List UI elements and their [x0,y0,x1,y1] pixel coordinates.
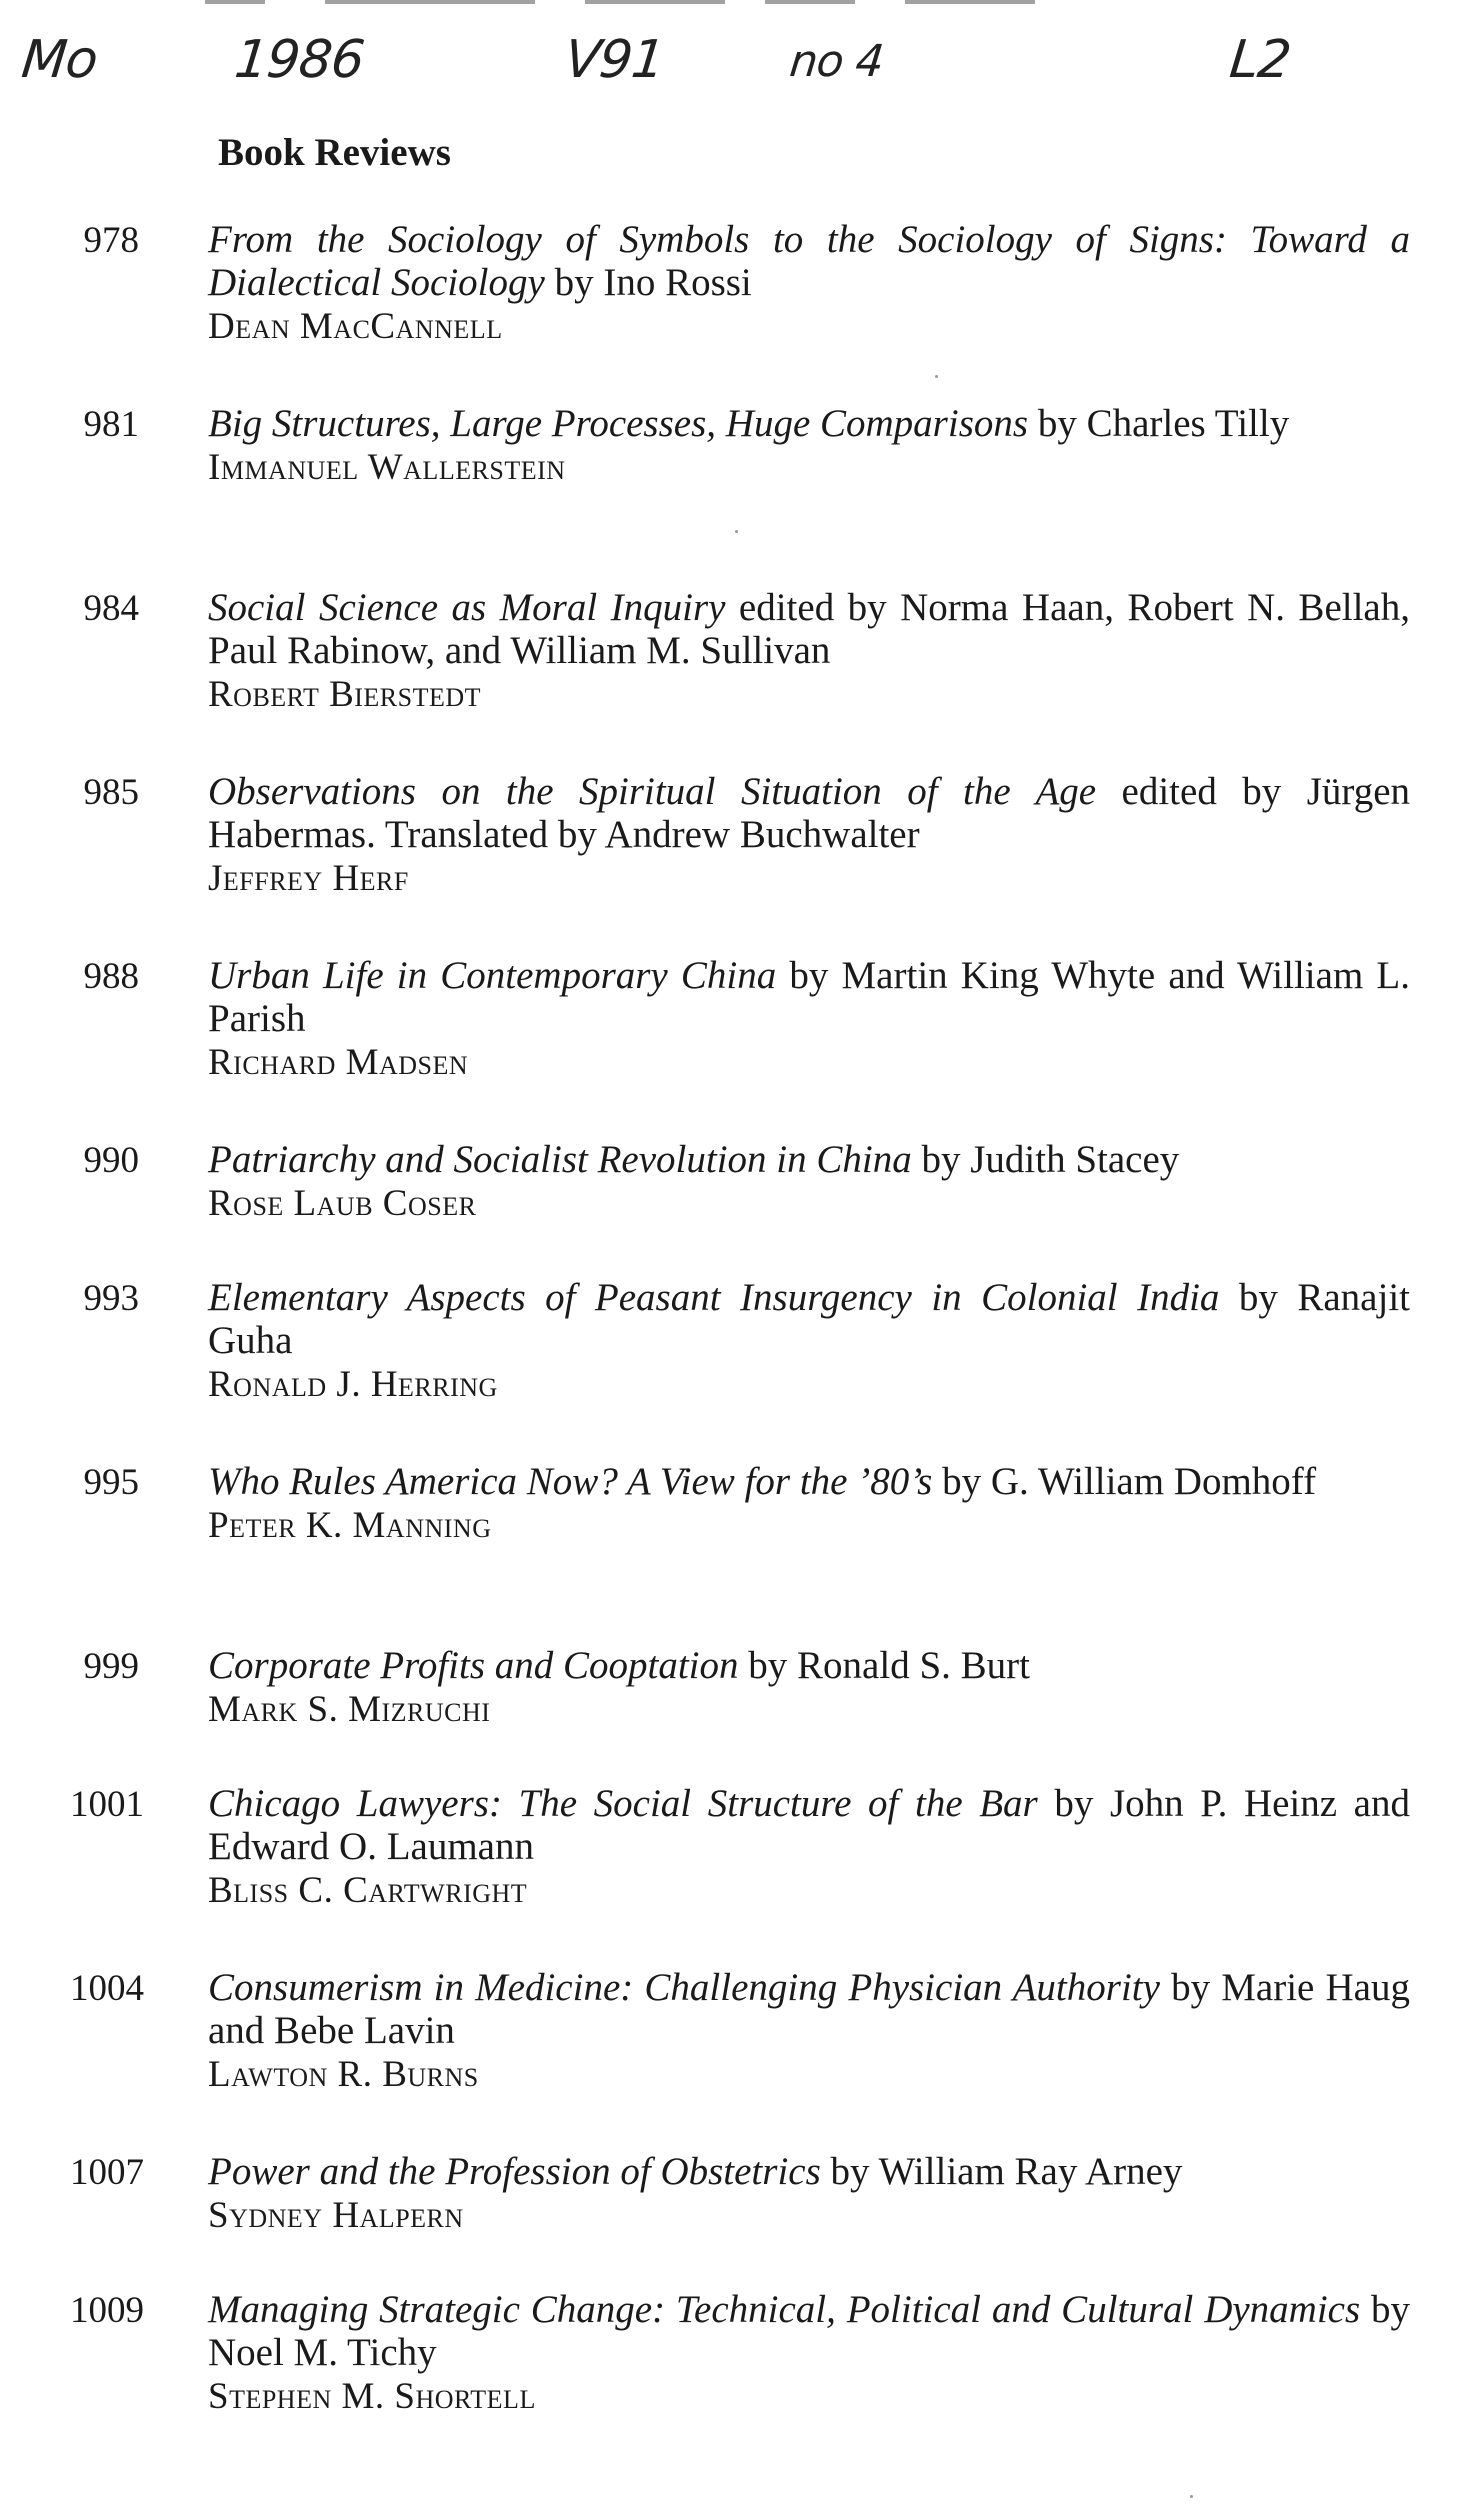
page-number: 984 [83,588,139,629]
review-body [208,1138,1410,1227]
reviewer-name: Mark S. Mizruchi [208,1689,491,1730]
review-body [208,402,1410,491]
review-entry [70,1966,1410,2150]
reviewer-name: Immanuel Wallerstein [208,447,566,488]
review-body [208,954,1410,1086]
book-title: Urban Life in Contemporary China [208,954,777,997]
handnote-part: Mo [18,30,100,90]
book-credit: edited by Norma Haan, Robert N. Bellah, Paul Rabinow, and William M. Sullivan [208,586,1410,672]
review-body [208,586,1410,718]
book-title: Consumerism in Medicine: Challenging Physician Authority [208,1966,1160,2009]
review-body [208,1644,1410,1733]
review-body [208,1276,1410,1408]
page-number: 1004 [70,1968,144,2009]
page-number: 985 [83,772,139,813]
book-title: Who Rules America Now? A View for the ’80’s [208,1460,933,1503]
page-number: 999 [83,1646,139,1687]
review-entry [70,1276,1410,1460]
review-body [208,2288,1410,2420]
reviewer-name: Richard Madsen [208,1042,469,1083]
handnote-part: L2 [1226,30,1294,90]
page-number: 990 [83,1140,139,1181]
reviewer-name: Robert Bierstedt [208,674,482,715]
review-entry [70,1138,1410,1276]
review-entry [70,2288,1410,2472]
book-title: From the Sociology of Symbols to the Sociology of Signs: Toward a Dialectical Sociology [208,218,1410,304]
review-entry [70,402,1410,586]
review-entry [70,1782,1410,1966]
page-number: 1001 [70,1784,144,1825]
book-title: Observations on the Spiritual Situation of the Age [208,770,1097,813]
handnote-part: 1986 [231,30,367,90]
review-entry [70,1460,1410,1644]
reviewer-name: Peter K. Manning [208,1505,492,1546]
book-title: Managing Strategic Change: Technical, Political and Cultural Dynamics [208,2288,1361,2331]
reviewer-name: Sydney Halpern [208,2195,464,2236]
review-body [208,1782,1410,1914]
reviewer-name: Rose Laub Coser [208,1183,477,1224]
page-number: 981 [83,404,139,445]
book-title: Patriarchy and Socialist Revolution in China [208,1138,912,1181]
book-title: Elementary Aspects of Peasant Insurgency in Colonial India [208,1276,1220,1319]
reviewer-name: Dean MacCannell [208,306,503,347]
book-credit: by Charles Tilly [1028,402,1290,445]
book-credit: by Ino Rossi [544,261,752,304]
page-number: 995 [83,1462,139,1503]
page-number: 1007 [70,2152,144,2193]
handnote-part: V91 [561,30,667,90]
book-credit: by Martin King Whyte and William L. Parish [208,954,1410,1040]
review-body [208,770,1410,902]
page-number: 988 [83,956,139,997]
book-credit: by John P. Heinz and Edward O. Laumann [208,1782,1410,1868]
book-credit: by Noel M. Tichy [208,2288,1410,2374]
review-body [208,2150,1410,2239]
reviewer-name: Stephen M. Shortell [208,2376,536,2417]
book-credit: by Marie Haug and Bebe Lavin [208,1966,1410,2052]
review-body [208,1460,1410,1549]
review-entry [70,586,1410,770]
book-credit: by Ronald S. Burt [738,1644,1030,1687]
reviewer-name: Lawton R. Burns [208,2054,479,2095]
review-entry [70,954,1410,1138]
page-number: 993 [83,1278,139,1319]
book-credit: by G. William Domhoff [932,1460,1317,1503]
review-entry [70,2150,1410,2288]
book-title: Chicago Lawyers: The Social Structure of the Bar [208,1782,1038,1825]
book-title: Power and the Profession of Obstetrics [208,2150,821,2193]
book-credit: edited by Jürgen Habermas. Translated by Andrew Buchwalter [208,770,1410,856]
book-credit: by William Ray Arney [820,2150,1183,2193]
section-title: Book Reviews [218,131,451,174]
review-list [70,218,1410,2472]
scan-edge-marks [205,0,1035,6]
page-number: 1009 [70,2290,144,2331]
book-title: Big Structures, Large Processes, Huge Comparisons [208,402,1029,445]
book-title: Corporate Profits and Cooptation [208,1644,739,1687]
reviewer-name: Jeffrey Herf [208,858,409,899]
page-number: 978 [83,220,139,261]
handnote-part: no 4 [787,36,886,87]
book-credit: by Judith Stacey [911,1138,1180,1181]
review-entry [70,770,1410,954]
reviewer-name: Bliss C. Cartwright [208,1870,528,1911]
book-credit: by Ranajit Guha [208,1276,1410,1362]
review-entry [70,1644,1410,1782]
review-entry [70,218,1410,402]
book-title: Social Science as Moral Inquiry [208,586,726,629]
review-body [208,218,1410,350]
handwritten-annotation [0,30,1463,110]
review-body [208,1966,1410,2098]
reviewer-name: Ronald J. Herring [208,1364,498,1405]
